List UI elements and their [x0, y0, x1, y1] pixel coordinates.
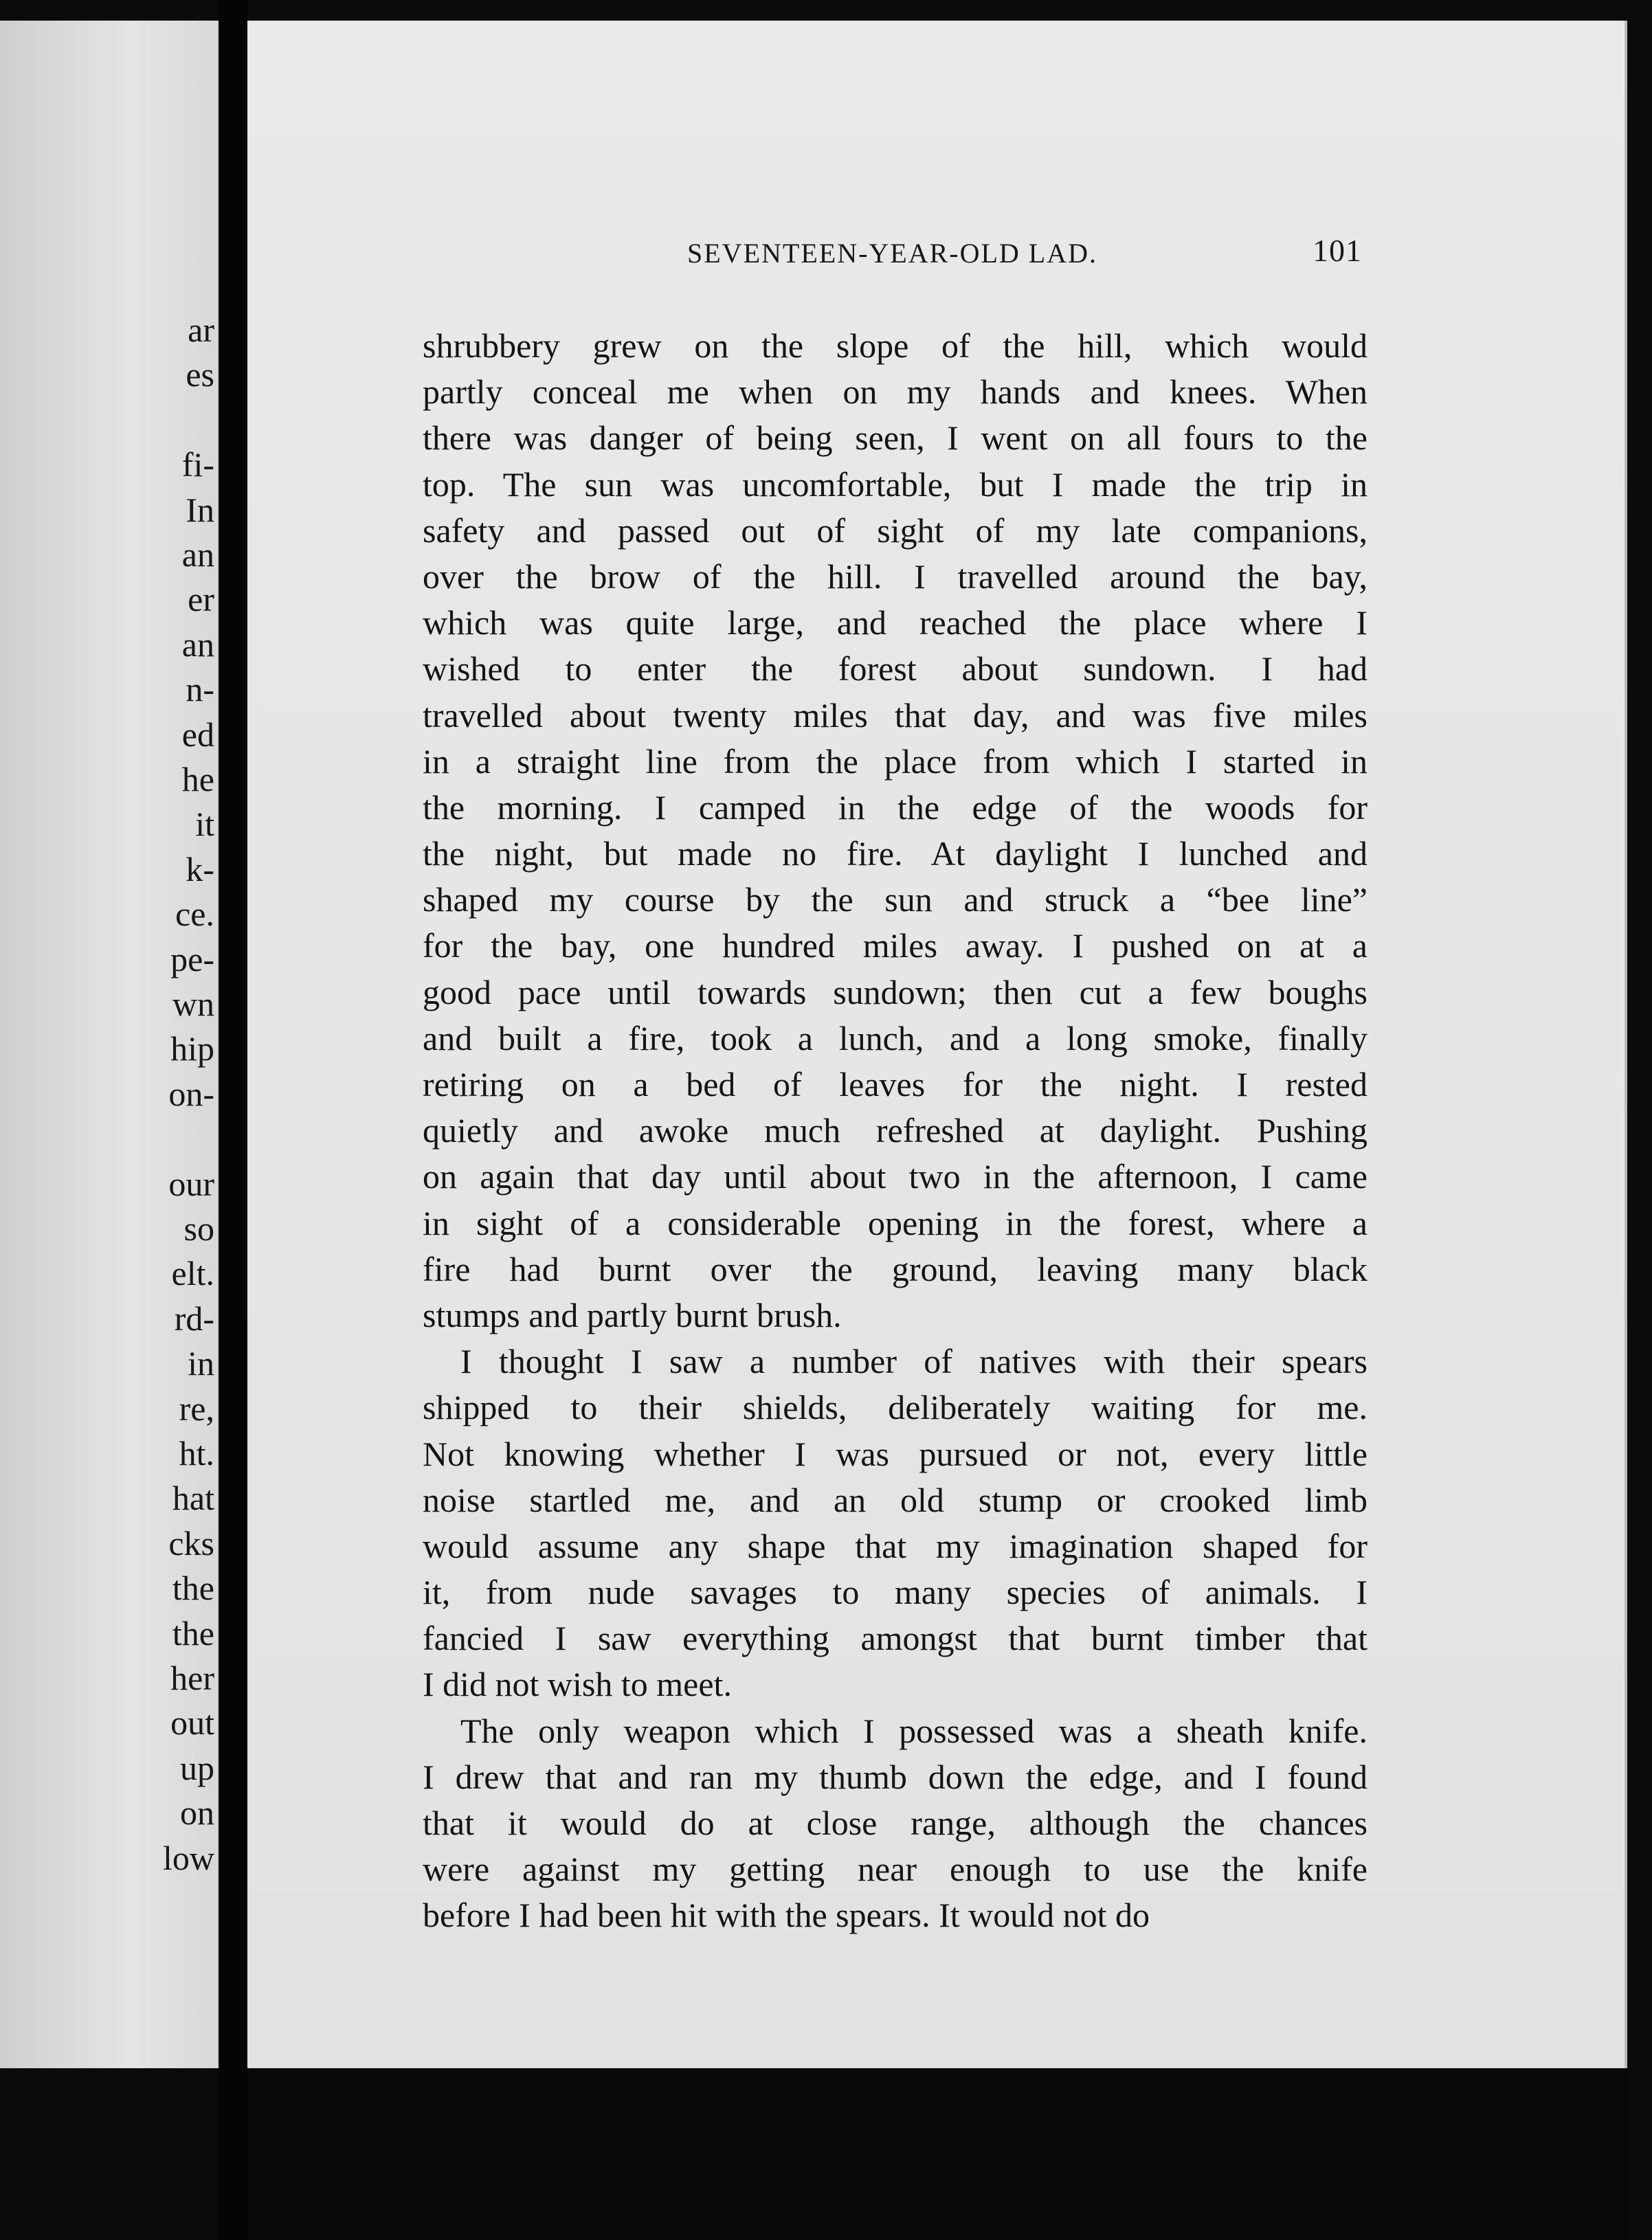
left-page-fragment: er [188, 580, 214, 619]
text-line: quietly and awoke much refreshed at daylight. Pushing [423, 1111, 1368, 1150]
text-line: good pace until towards sundown; then cut a few boughs [423, 972, 1368, 1011]
left-page-fragment: es [186, 355, 214, 394]
left-page-fragment: rd- [174, 1299, 214, 1338]
text-line: the night, but made no fire. At daylight I lunched and [423, 834, 1368, 873]
left-page-fragment: hip [170, 1029, 214, 1068]
left-page-fragment: the [172, 1613, 214, 1653]
left-page-fragment: wn [172, 985, 214, 1023]
text-line: stumps and partly burnt brush. [423, 1295, 842, 1334]
text-line: I thought I saw a number of natives with their spears [460, 1342, 1368, 1381]
left-page-fragment: he [181, 760, 214, 798]
left-page-fragment: cks [168, 1523, 214, 1563]
left-page-fragment: up [180, 1748, 214, 1787]
text-line: I drew that and ran my thumb down the edge, and I found [423, 1757, 1368, 1796]
running-head: SEVENTEEN-YEAR-OLD LAD. [687, 238, 1098, 269]
left-page-fragment: ce. [175, 895, 214, 934]
left-page-fragment: out [170, 1703, 214, 1743]
text-line: partly conceal me when on my hands and knees. When [423, 372, 1368, 412]
book-gutter [219, 0, 247, 2240]
text-line: fire had burnt over the ground, leaving many black [423, 1249, 1368, 1288]
left-page-fragment: elt. [171, 1254, 214, 1293]
text-line: noise startled me, and an old stump or crooked limb [423, 1480, 1368, 1519]
left-page-fragment: fi- [181, 445, 214, 484]
text-line: retiring on a bed of leaves for the night. I rested [423, 1065, 1368, 1104]
left-page-fragment: re, [179, 1389, 214, 1428]
left-page-fragment: on [180, 1793, 214, 1833]
text-line: Not knowing whether I was pursued or not, every little [423, 1434, 1368, 1473]
book-page [247, 21, 1627, 2068]
left-page-fragment: low [163, 1838, 214, 1877]
text-line: I did not wish to meet. [423, 1665, 732, 1704]
paragraph [423, 323, 1368, 1339]
text-line: safety and passed out of sight of my late companions, [423, 511, 1368, 550]
text-line: that it would do at close range, although the chances [423, 1804, 1368, 1842]
left-page-fragment: the [172, 1569, 214, 1608]
text-line: the morning. I camped in the edge of the woods for [423, 787, 1368, 827]
paragraph [423, 1339, 1368, 1708]
scan-border [247, 2068, 1627, 2240]
left-page-fragment: in [188, 1344, 214, 1383]
left-page-fragment: pe- [170, 939, 214, 978]
text-line: would assume any shape that my imagination shaped for [423, 1526, 1368, 1565]
left-page-fragment: ar [188, 311, 214, 349]
left-page-fragment: ht. [179, 1434, 214, 1472]
text-line: in a straight line from the place from which I started in [423, 741, 1368, 781]
text-line: in sight of a considerable opening in the forest, where a [423, 1203, 1368, 1242]
text-line: shaped my course by the sun and struck a “bee line” [423, 880, 1368, 919]
text-line: over the brow of the hill. I travelled around the bay, [423, 557, 1368, 596]
text-line: for the bay, one hundred miles away. I pushed on at a [423, 926, 1368, 965]
text-line: before I had been hit with the spears. It would not do [423, 1896, 1150, 1935]
text-line: wished to enter the forest about sundown. I had [423, 649, 1368, 688]
text-line: top. The sun was uncomfortable, but I made the trip in [423, 464, 1368, 504]
left-page-fragment: In [186, 490, 214, 529]
paragraph [423, 1708, 1368, 1939]
left-page-fragment: so [183, 1209, 214, 1248]
text-line: there was danger of being seen, I went on all fours to the [423, 418, 1368, 458]
body-text [423, 323, 1368, 1939]
left-page-fragment: our [168, 1164, 214, 1203]
left-page-fragment: hat [172, 1479, 214, 1518]
left-page-fragment: an [181, 535, 214, 574]
text-line: which was quite large, and reached the place where I [423, 603, 1368, 642]
text-line: The only weapon which I possessed was a sheath knife. [460, 1711, 1368, 1750]
text-line: were against my getting near enough to use the knife [423, 1850, 1368, 1889]
page-number: 101 [1313, 233, 1362, 268]
text-line: it, from nude savages to many species of animals. I [423, 1573, 1368, 1612]
left-page-fragment: ed [181, 715, 214, 754]
left-page-fragment: on- [168, 1074, 214, 1113]
left-page-fragment: her [170, 1659, 214, 1697]
text-line: and built a fire, took a lunch, and a long smoke, finally [423, 1018, 1368, 1057]
text-line: fancied I saw everything amongst that burnt timber that [423, 1619, 1368, 1658]
left-page-fragment: it [195, 805, 214, 844]
left-facing-page [0, 21, 219, 2068]
left-page-fragment: k- [186, 849, 214, 888]
text-line: on again that day until about two in the afternoon, I came [423, 1157, 1368, 1196]
text-line: shipped to their shields, deliberately waiting for me. [423, 1388, 1368, 1427]
text-line: travelled about twenty miles that day, and was five miles [423, 695, 1368, 735]
left-page-fragment: an [181, 625, 214, 664]
left-page-fragment: n- [186, 670, 214, 709]
text-line: shrubbery grew on the slope of the hill, which would [423, 326, 1368, 365]
